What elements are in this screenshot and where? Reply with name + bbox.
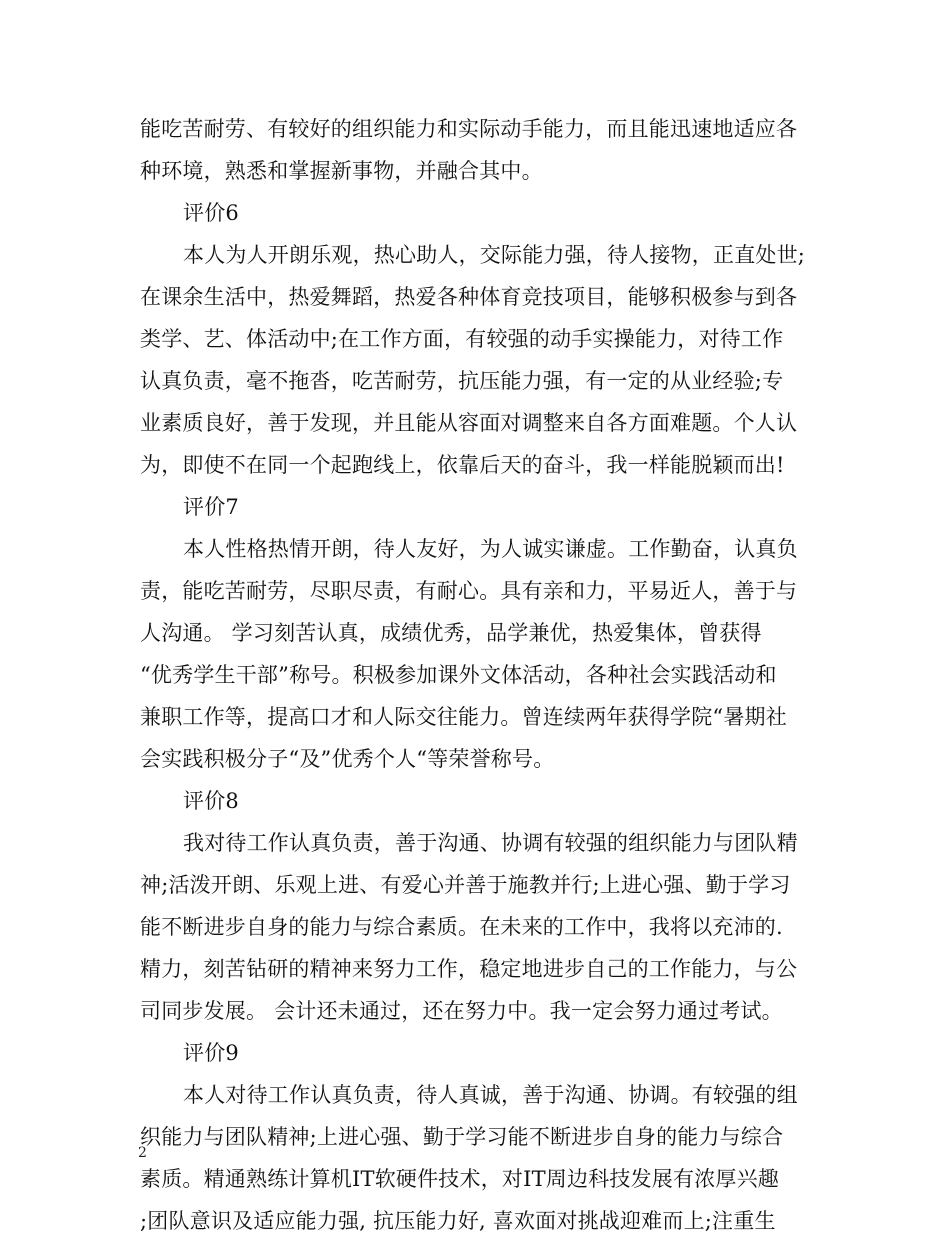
- paragraph-line: ;团队意识及适应能力强, 抗压能力好, 喜欢面对挑战迎难而上;注重生: [140, 1209, 776, 1233]
- paragraph-line: 织能力与团队精神;上进心强、勤于学习能不断进步自身的能力与综合: [140, 1125, 784, 1149]
- paragraph-line: 人沟通。 学习刻苦认真，成绩优秀，品学兼优，热爱集体，曾获得: [140, 621, 762, 645]
- paragraph-line: 种环境，熟悉和掌握新事物，并融合其中。: [140, 159, 543, 183]
- paragraph-line: 神;活泼开朗、乐观上进、有爱心并善于施教并行;上进心强、勤于学习: [140, 873, 791, 897]
- paragraph-line: 认真负责，毫不拖沓，吃苦耐劳，抗压能力强，有一定的从业经验;专: [140, 369, 784, 393]
- paragraph-line: 本人为人开朗乐观，热心助人，交际能力强，待人接物，正直处世;: [183, 243, 806, 267]
- paragraph-line: 类学、艺、体活动中;在工作方面，有较强的动手实操能力，对待工作: [140, 327, 784, 351]
- paragraph-line: 会实践积极分子“及”优秀个人“等荣誉称号。: [140, 747, 555, 771]
- paragraph-line: 素质。精通熟练计算机IT软硬件技术，对IT周边科技发展有浓厚兴趣: [140, 1167, 780, 1191]
- section-heading-evaluation-6: 评价6: [183, 201, 239, 225]
- paragraph-line: “优秀学生干部”称号。积极参加课外文体活动，各种社会实践活动和: [140, 663, 777, 687]
- paragraph-line: 为，即使不在同一个起跑线上，依靠后天的奋斗，我一样能脱颖而出!: [140, 453, 785, 477]
- paragraph-line: 我对待工作认真负责，善于沟通、协调有较强的组织能力与团队精: [183, 831, 798, 855]
- paragraph-line: 能吃苦耐劳、有较好的组织能力和实际动手能力，而且能迅速地适应各: [140, 117, 798, 141]
- paragraph-line: 责，能吃苦耐劳，尽职尽责，有耐心。具有亲和力，平易近人，善于与: [140, 579, 798, 603]
- section-heading-evaluation-9: 评价9: [183, 1041, 239, 1065]
- page-number: 2: [138, 1145, 147, 1161]
- paragraph-line: 能不断进步自身的能力与综合素质。在未来的工作中，我将以充沛的.: [140, 915, 783, 939]
- paragraph-line: 在课余生活中，热爱舞蹈，热爱各种体育竞技项目，能够积极参与到各: [140, 285, 798, 309]
- section-heading-evaluation-7: 评价7: [183, 495, 239, 519]
- section-heading-evaluation-8: 评价8: [183, 789, 239, 813]
- document-body: [140, 108, 820, 1242]
- paragraph-line: 业素质良好，善于发现，并且能从容面对调整来自各方面难题。个人认: [140, 411, 798, 435]
- paragraph-line: 精力，刻苦钻研的精神来努力工作，稳定地进步自己的工作能力，与公: [140, 957, 798, 981]
- paragraph-line: 司同步发展。 会计还未通过，还在努力中。我一定会努力通过考试。: [140, 999, 783, 1023]
- paragraph-line: 本人对待工作认真负责，待人真诚，善于沟通、协调。有较强的组: [183, 1083, 798, 1107]
- paragraph-line: 本人性格热情开朗，待人友好，为人诚实谦虚。工作勤奋，认真负: [183, 537, 798, 561]
- paragraph-line: 兼职工作等，提高口才和人际交往能力。曾连续两年获得学院“暑期社: [140, 705, 787, 729]
